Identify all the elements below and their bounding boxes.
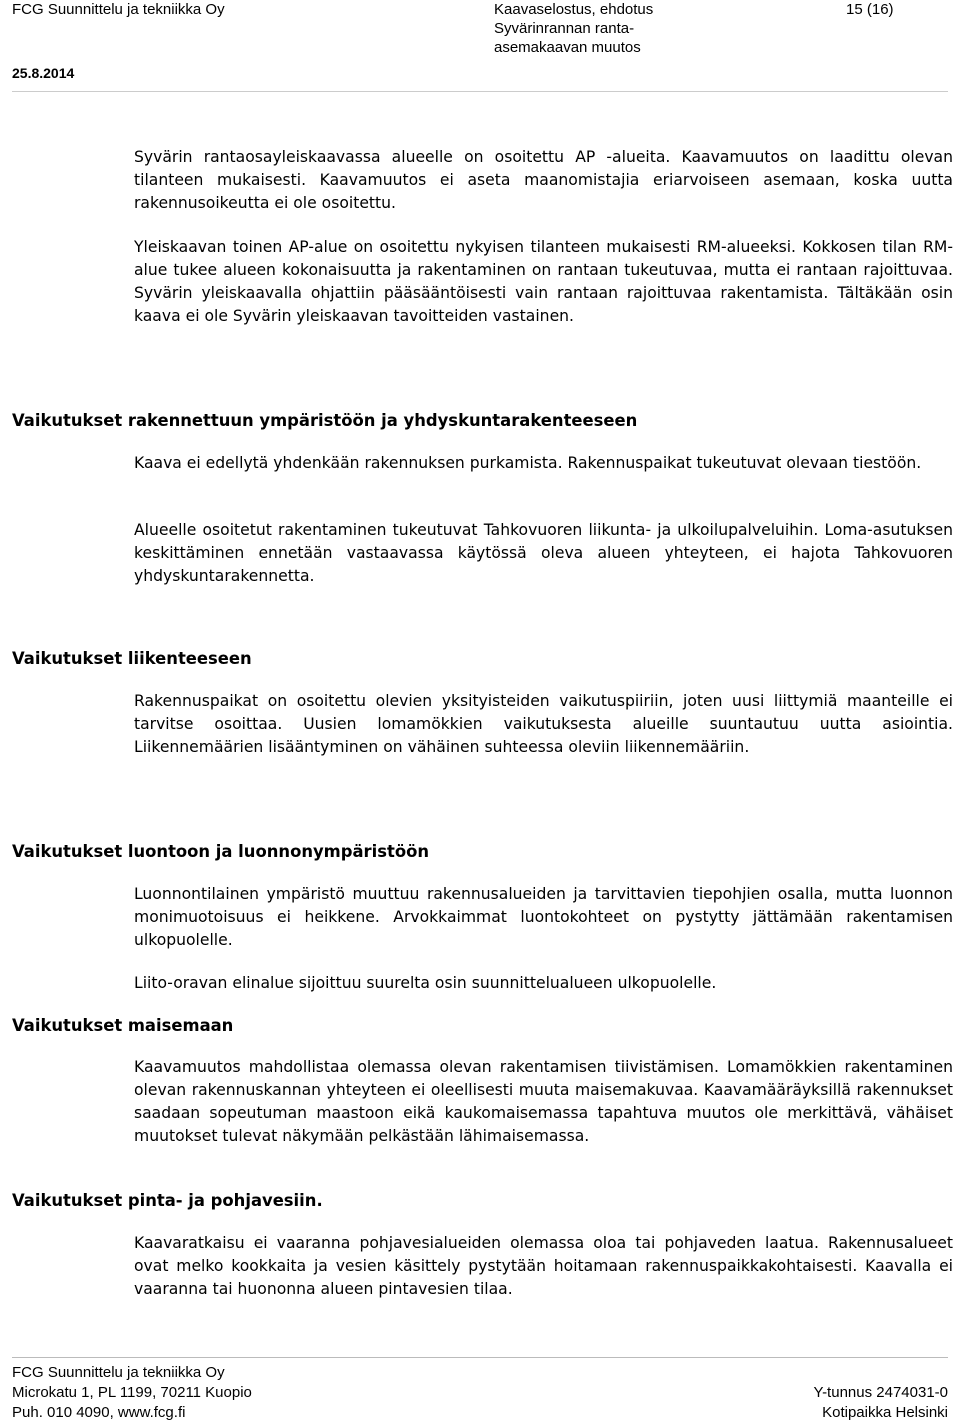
doc-title-line-3: asemakaavan muutos [494, 39, 641, 56]
heading-liikenne: Vaikutukset liikenteeseen [12, 649, 252, 668]
footer-phone-web: Puh. 010 4090, www.fcg.fi [12, 1404, 186, 1421]
heading-maisema: Vaikutukset maisemaan [12, 1016, 234, 1035]
paragraph-purkaminen: Kaava ei edellytä yhdenkään rakennuksen purkamista. Rakennuspaikat tukeutuvat olevaan tiestöön. [134, 454, 922, 472]
paragraph-ap-alueet: Syvärin rantaosayleiskaavassa alueelle on osoitettu AP -alueita. Kaavamuutos on laadittu olevan tilanteen mukaisesti. Kaavamuutos ei aseta maanomistajia eriarvoiseen asemaan, koska uutta rakennusoikeutta ei ole osoitettu. [134, 148, 953, 212]
footer-address: Microkatu 1, PL 1199, 70211 Kuopio [12, 1384, 252, 1401]
paragraph-liikenne: Rakennuspaikat on osoitettu olevien yksityisteiden vaikutuspiiriin, joten uusi liittymiä maanteille ei tarvitse osoittaa. Uusien lomamökkien vaikutuksesta alueille suuntautuu uutta asiointia. Liikennemäärien lisääntyminen on vähäinen suhteessa oleviin liikennemääriin. [134, 692, 953, 756]
doc-title-line-1: Kaavaselostus, ehdotus [494, 1, 654, 18]
header-divider [12, 91, 948, 92]
footer-company: FCG Suunnittelu ja tekniikka Oy [12, 1364, 225, 1381]
heading-rakennettu-ymparisto: Vaikutukset rakennettuun ympäristöön ja yhdyskuntarakenteeseen [12, 411, 638, 430]
header-company: FCG Suunnittelu ja tekniikka Oy [12, 1, 225, 18]
doc-title-line-2: Syvärinrannan ranta- [494, 20, 635, 37]
footer-divider [12, 1357, 948, 1358]
heading-luonto: Vaikutukset luontoon ja luonnonympäristöön [12, 842, 430, 861]
footer-domicile: Kotipaikka Helsinki [822, 1404, 948, 1421]
heading-pinta-pohjavedet: Vaikutukset pinta- ja pohjavesiin. [12, 1191, 323, 1210]
paragraph-maisema: Kaavamuutos mahdollistaa olemassa olevan rakentamisen tiivistämisen. Lomamökkien rakentaminen olevan rakennuskannan yhteyteen ei oleellisesti muuta maisemakuvaa. Kaavamääräyksillä rakennukset saadaan sopeutuman maastoon eikä kaukomaisemassa tapahtuva muutos ole merkittävä, vähäiset muutokset tulevat näkymään pelkästään lähimaisemassa. [134, 1058, 953, 1145]
paragraph-palvelut: Alueelle osoitetut rakentaminen tukeutuvat Tahkovuoren liikunta- ja ulkoilupalveluihin. Loma-asutuksen keskittäminen ennetään vastaavassa käytössä oleva alueen yhteyteen, ei hajota Tahkovuoren yhdyskuntarakennetta. [134, 521, 953, 585]
paragraph-rm-alue: Yleiskaavan toinen AP-alue on osoitettu nykyisen tilanteen mukaisesti RM-alueeksi. Kokkosen tilan RM-alue tukee alueen kokonaisuutta ja rakentaminen on rantaan tukeutuvaa, mutta ei rantaan rajoittuvaa. Syvärin yleiskaavalla ohjattiin pääsääntöisesti vain rantaan rajoittuvaa rakentamista. Tältäkään osin kaava ei ole Syvärin yleiskaavan tavoitteiden vastainen. [134, 238, 953, 325]
paragraph-luonnonymparisto: Luonnontilainen ympäristö muuttuu rakennusalueiden ja tarvittavien tiepohjien osalla, mutta luonnon monimuotoisuus ei heikkene. Arvokkaimmat luontokohteet on pystytty jättämään rakentamisen ulkopuolelle. [134, 885, 953, 949]
paragraph-liito-orava: Liito-oravan elinalue sijoittuu suurelta osin suunnittelualueen ulkopuolelle. [134, 974, 717, 992]
footer-business-id: Y-tunnus 2474031-0 [813, 1384, 948, 1401]
document-date: 25.8.2014 [12, 65, 75, 81]
page-number: 15 (16) [846, 1, 894, 18]
header-document-title [494, 0, 653, 57]
paragraph-pohjavedet: Kaavaratkaisu ei vaaranna pohjavesialueiden olemassa oloa tai pohjaveden laatua. Rakennusalueet ovat melko kookkaita ja vesien käsittely pystytään hoitamaan rakennuspaikkakohtaisesti. Kaavalla ei vaaranna tai huononna alueen pintavesien tilaa. [134, 1234, 953, 1298]
